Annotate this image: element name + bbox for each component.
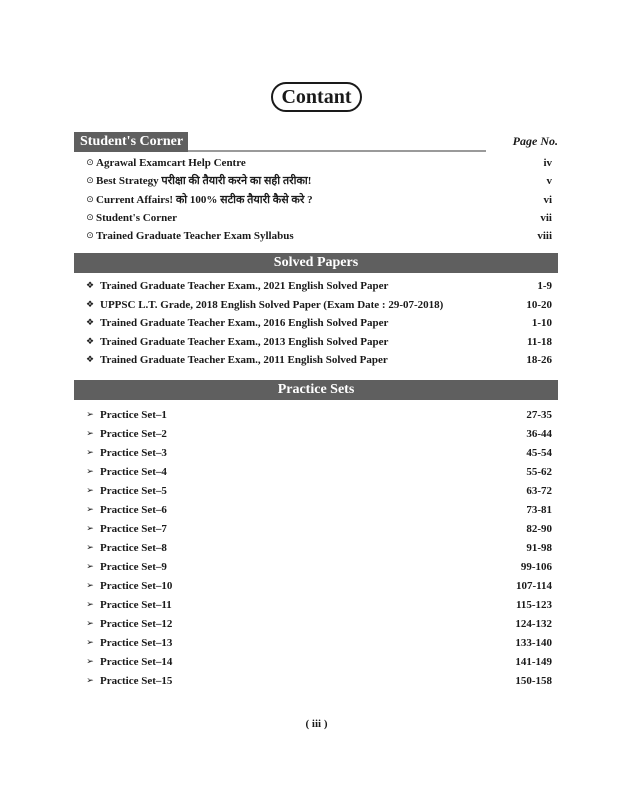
practice-set-entry-pages: 82-90	[526, 523, 552, 535]
arrowhead-icon: ➢	[86, 467, 94, 477]
practice-set-entry-pages: 133-140	[515, 637, 552, 649]
arrowhead-icon: ➢	[86, 505, 94, 515]
students-corner-entry-title: Best Strategy परीक्षा की तैयारी करने का सही तरीका!	[96, 175, 312, 188]
students-corner-entry-pages: vi	[543, 193, 552, 206]
solved-paper-entry-title: Trained Graduate Teacher Exam., 2016 English Solved Paper	[100, 317, 389, 329]
students-corner-entry-title: Student's Corner	[96, 211, 177, 224]
practice-set-entry-title: Practice Set–11	[100, 599, 172, 611]
practice-set-entry	[84, 597, 552, 613]
students-corner-header	[74, 132, 558, 152]
practice-set-entry-title: Practice Set–14	[100, 656, 173, 668]
circled-dot-icon: ⊙	[86, 158, 94, 168]
circled-dot-icon: ⊙	[86, 194, 94, 205]
solved-paper-entry-pages: 11-18	[526, 335, 552, 348]
arrowhead-icon: ➢	[86, 448, 94, 458]
practice-set-entry	[84, 635, 552, 651]
practice-set-entry-title: Practice Set–5	[100, 485, 167, 497]
students-corner-label: Student's Corner	[74, 132, 188, 152]
students-corner-entry-title: Trained Graduate Teacher Exam Syllabus	[96, 230, 294, 243]
practice-set-entry-title: Practice Set–2	[100, 428, 167, 440]
practice-set-entry-title: Practice Set–7	[100, 523, 167, 535]
four-diamond-icon: ❖	[85, 355, 95, 365]
page-title: Contant	[271, 82, 362, 112]
arrowhead-icon: ➢	[86, 600, 94, 610]
arrowhead-icon: ➢	[86, 619, 94, 629]
practice-set-entry-title: Practice Set–6	[100, 504, 167, 516]
four-diamond-icon: ❖	[85, 318, 95, 328]
solved-paper-entry-pages: 1-9	[537, 280, 552, 292]
arrowhead-icon: ➢	[86, 638, 94, 648]
solved-paper-entry-title: Trained Graduate Teacher Exam., 2013 English Solved Paper	[100, 335, 389, 348]
practice-set-entry-title: Practice Set–13	[100, 637, 173, 649]
practice-set-entry-title: Practice Set–3	[100, 447, 167, 459]
arrowhead-icon: ➢	[86, 486, 94, 496]
circled-dot-icon: ⊙	[86, 176, 94, 187]
students-corner-entry-title: Agrawal Examcart Help Centre	[96, 157, 246, 169]
students-corner-rule	[188, 150, 486, 152]
solved-paper-entry-title: Trained Graduate Teacher Exam., 2011 English Solved Paper	[100, 354, 388, 366]
solved-paper-entry-title: Trained Graduate Teacher Exam., 2021 English Solved Paper	[100, 280, 389, 292]
practice-set-entry-title: Practice Set–12	[100, 618, 173, 630]
practice-set-entry	[84, 483, 552, 499]
practice-set-entry	[84, 426, 552, 442]
solved-papers-header: Solved Papers	[74, 253, 558, 273]
practice-set-entry-pages: 55-62	[526, 466, 552, 478]
students-corner-entry-pages: v	[546, 175, 552, 188]
practice-sets-header: Practice Sets	[74, 380, 558, 400]
practice-set-entry-title: Practice Set–9	[100, 561, 167, 573]
practice-set-entry-title: Practice Set–1	[100, 409, 167, 421]
practice-set-entry-pages: 124-132	[515, 618, 552, 630]
practice-set-entry-title: Practice Set–8	[100, 542, 167, 554]
solved-paper-entry-pages: 10-20	[526, 298, 552, 311]
practice-set-entry	[84, 654, 552, 670]
students-corner-entry	[84, 155, 552, 171]
practice-set-entry	[84, 673, 552, 689]
practice-set-entry	[84, 407, 552, 423]
practice-set-entry-title: Practice Set–10	[100, 580, 173, 592]
students-corner-entry	[84, 210, 552, 226]
practice-set-entry-pages: 36-44	[526, 428, 552, 440]
practice-set-entry	[84, 521, 552, 537]
practice-set-entry-pages: 141-149	[515, 656, 552, 668]
practice-set-entry-pages: 73-81	[526, 504, 552, 516]
practice-set-entry-pages: 27-35	[526, 409, 552, 421]
students-corner-entry-pages: viii	[537, 230, 552, 243]
circled-dot-icon: ⊙	[86, 212, 94, 223]
arrowhead-icon: ➢	[86, 676, 94, 686]
practice-set-entry-pages: 107-114	[515, 580, 552, 592]
practice-set-entry	[84, 559, 552, 575]
solved-paper-entry	[84, 278, 552, 294]
practice-set-entry-title: Practice Set–4	[100, 466, 167, 478]
practice-set-entry	[84, 540, 552, 556]
arrowhead-icon: ➢	[86, 410, 94, 420]
arrowhead-icon: ➢	[86, 562, 94, 572]
practice-set-entry	[84, 464, 552, 480]
practice-set-entry-pages: 63-72	[526, 485, 552, 497]
practice-set-entry-pages: 99-106	[520, 561, 552, 573]
arrowhead-icon: ➢	[86, 543, 94, 553]
page-no-label: Page No.	[512, 134, 558, 148]
students-corner-entry	[84, 228, 552, 244]
practice-set-entry	[84, 502, 552, 518]
solved-paper-entry-title: UPPSC L.T. Grade, 2018 English Solved Paper (Exam Date : 29-07-2018)	[100, 298, 444, 311]
practice-set-entry	[84, 616, 552, 632]
students-corner-entry-pages: iv	[543, 157, 552, 169]
students-corner-entry	[84, 173, 552, 189]
practice-set-entry-pages: 150-158	[515, 675, 552, 687]
students-corner-entry-pages: vii	[540, 211, 552, 224]
students-corner-entry	[84, 192, 552, 208]
solved-paper-entry-pages: 1-10	[531, 317, 552, 329]
solved-paper-entry	[84, 352, 552, 368]
four-diamond-icon: ❖	[85, 281, 95, 291]
arrowhead-icon: ➢	[86, 524, 94, 534]
solved-paper-entry	[84, 315, 552, 331]
footer-page-number: ( iii )	[305, 718, 328, 730]
practice-set-entry-title: Practice Set–15	[100, 675, 173, 687]
practice-set-entry	[84, 445, 552, 461]
arrowhead-icon: ➢	[86, 429, 94, 439]
solved-paper-entry	[84, 334, 552, 350]
practice-set-entry-pages: 91-98	[526, 542, 552, 554]
solved-paper-entry-pages: 18-26	[526, 354, 552, 366]
solved-paper-entry	[84, 297, 552, 313]
four-diamond-icon: ❖	[85, 299, 95, 310]
practice-set-entry-pages: 115-123	[515, 599, 552, 611]
arrowhead-icon: ➢	[86, 657, 94, 667]
practice-set-entry	[84, 578, 552, 594]
practice-set-entry-pages: 45-54	[526, 447, 552, 459]
circled-dot-icon: ⊙	[86, 231, 94, 242]
arrowhead-icon: ➢	[86, 581, 94, 591]
four-diamond-icon: ❖	[85, 336, 95, 347]
students-corner-entry-title: Current Affairs! को 100% सटीक तैयारी कैसे करे ?	[96, 193, 313, 206]
